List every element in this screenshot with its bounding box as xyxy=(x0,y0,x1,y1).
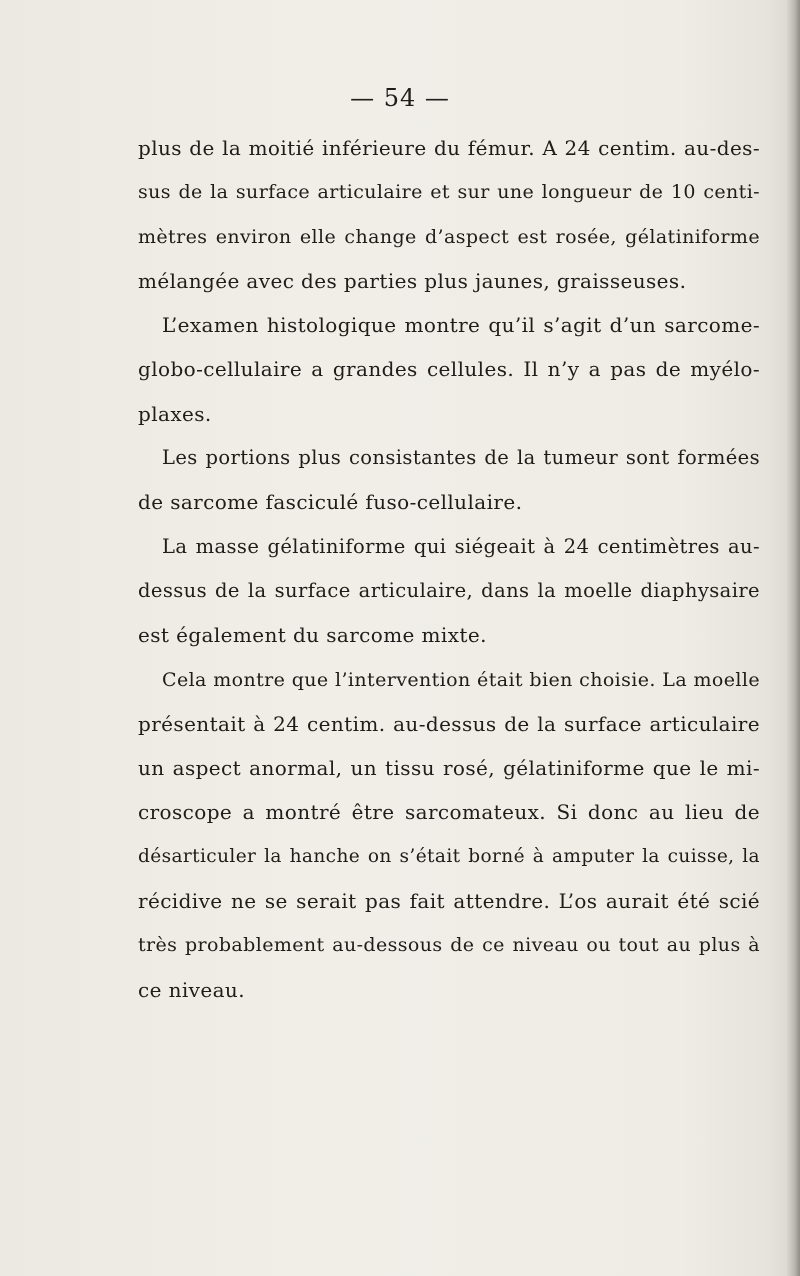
text-line: plus de la moitié inférieure du fémur. A 24 centim. au-des- xyxy=(138,136,760,160)
text-line: L’examen histologique montre qu’il s’agit d’un sarcome- xyxy=(162,313,760,338)
text-line: ce niveau. xyxy=(138,977,245,1002)
text-line: La masse gélatiniforme qui siégeait à 24 centimètres au- xyxy=(162,534,760,558)
text-line: est également du sarcome mixte. xyxy=(138,623,487,648)
text-line: Les portions plus consistantes de la tumeur sont formées xyxy=(162,446,760,470)
text-line: globo-cellulaire a grandes cellules. Il n’y a pas de myélo- xyxy=(138,357,760,382)
text-line: un aspect anormal, un tissu rosé, gélatiniforme que le mi- xyxy=(138,756,760,781)
text-line: très probablement au-dessous de ce niveau ou tout au plus à xyxy=(138,934,760,957)
text-line: présentait à 24 centim. au-dessus de la surface articulaire xyxy=(138,711,760,736)
text-line: désarticuler la hanche on s’était borné à amputer la cuisse, la xyxy=(138,845,760,867)
body-text xyxy=(138,126,760,1012)
text-line: mètres environ elle change d’aspect est rosée, gélatiniforme xyxy=(138,225,760,248)
page-number: — 54 — xyxy=(350,84,450,112)
text-line: dessus de la surface articulaire, dans la moelle diaphysaire xyxy=(138,578,760,602)
text-line: plaxes. xyxy=(138,401,212,426)
text-line: mélangée avec des parties plus jaunes, graisseuses. xyxy=(138,268,687,293)
text-line: de sarcome fasciculé fuso-cellulaire. xyxy=(138,490,523,515)
page-edge-shadow xyxy=(786,0,800,1276)
text-line: sus de la surface articulaire et sur une longueur de 10 centi- xyxy=(138,181,760,204)
text-line: croscope a montré être sarcomateux. Si donc au lieu de xyxy=(138,800,760,825)
text-line: Cela montre que l’intervention était bien choisie. La moelle xyxy=(162,668,760,691)
text-line: récidive ne se serait pas fait attendre. L’os aurait été scié xyxy=(138,889,760,914)
